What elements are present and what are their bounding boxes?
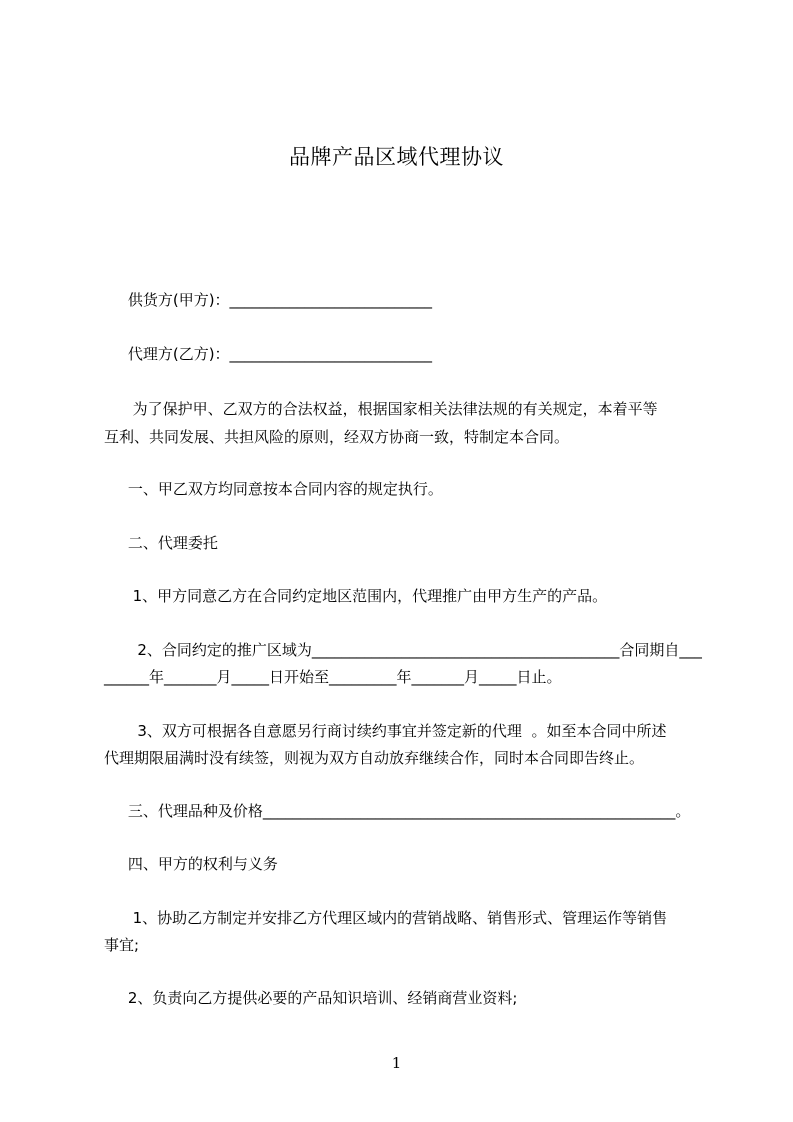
page-number: 1 — [391, 1054, 402, 1072]
clause-four-1-line-2: 事宜; — [104, 936, 140, 954]
party-a-line: 供货方(甲方)：___________________________ — [104, 291, 433, 309]
clause-two-2-line-2: ______年_______月_____日开始至_________年_______月_____日止。 — [104, 668, 562, 686]
preamble-line-1: 为了保护甲、乙双方的合法权益，根据国家相关法律法规的有关规定，本着平等 — [104, 400, 658, 418]
document-title: 品牌产品区域代理协议 — [289, 145, 504, 169]
preamble-line-2: 互利、共同发展、共担风险的原则，经双方协商一致，特制定本合同。 — [104, 428, 570, 446]
section-four-heading: 四、甲方的权利与义务 — [104, 855, 278, 873]
party-b-line: 代理方(乙方)：___________________________ — [104, 345, 433, 363]
clause-two-2-line-1: 2、合同约定的推广区域为_________________________________________合同期自___ — [104, 641, 702, 659]
clause-two-3-line-2: 代理期限届满时没有续签，则视为双方自动放弃继续合作，同时本合同即告终止。 — [104, 749, 645, 767]
clause-four-2: 2、负责向乙方提供必要的产品知识培训、经销商营业资料; — [104, 989, 518, 1007]
clause-one: 一、甲乙双方均同意按本合同内容的规定执行。 — [104, 480, 443, 498]
section-two-heading: 二、代理委托 — [104, 534, 218, 552]
clause-two-3-line-1: 3、双方可根据各自意愿另行商讨续约事宜并签定新的代理 。如至本合同中所述 — [104, 722, 667, 740]
clause-two-1: 1、甲方同意乙方在合同约定地区范围内，代理推广由甲方生产的产品。 — [104, 587, 608, 605]
section-three: 三、代理品种及价格_______________________________________________________。 — [104, 802, 691, 820]
clause-four-1-line-1: 1、协助乙方制定并安排乙方代理区域内的营销战略、销售形式、管理运作等销售 — [104, 909, 668, 927]
